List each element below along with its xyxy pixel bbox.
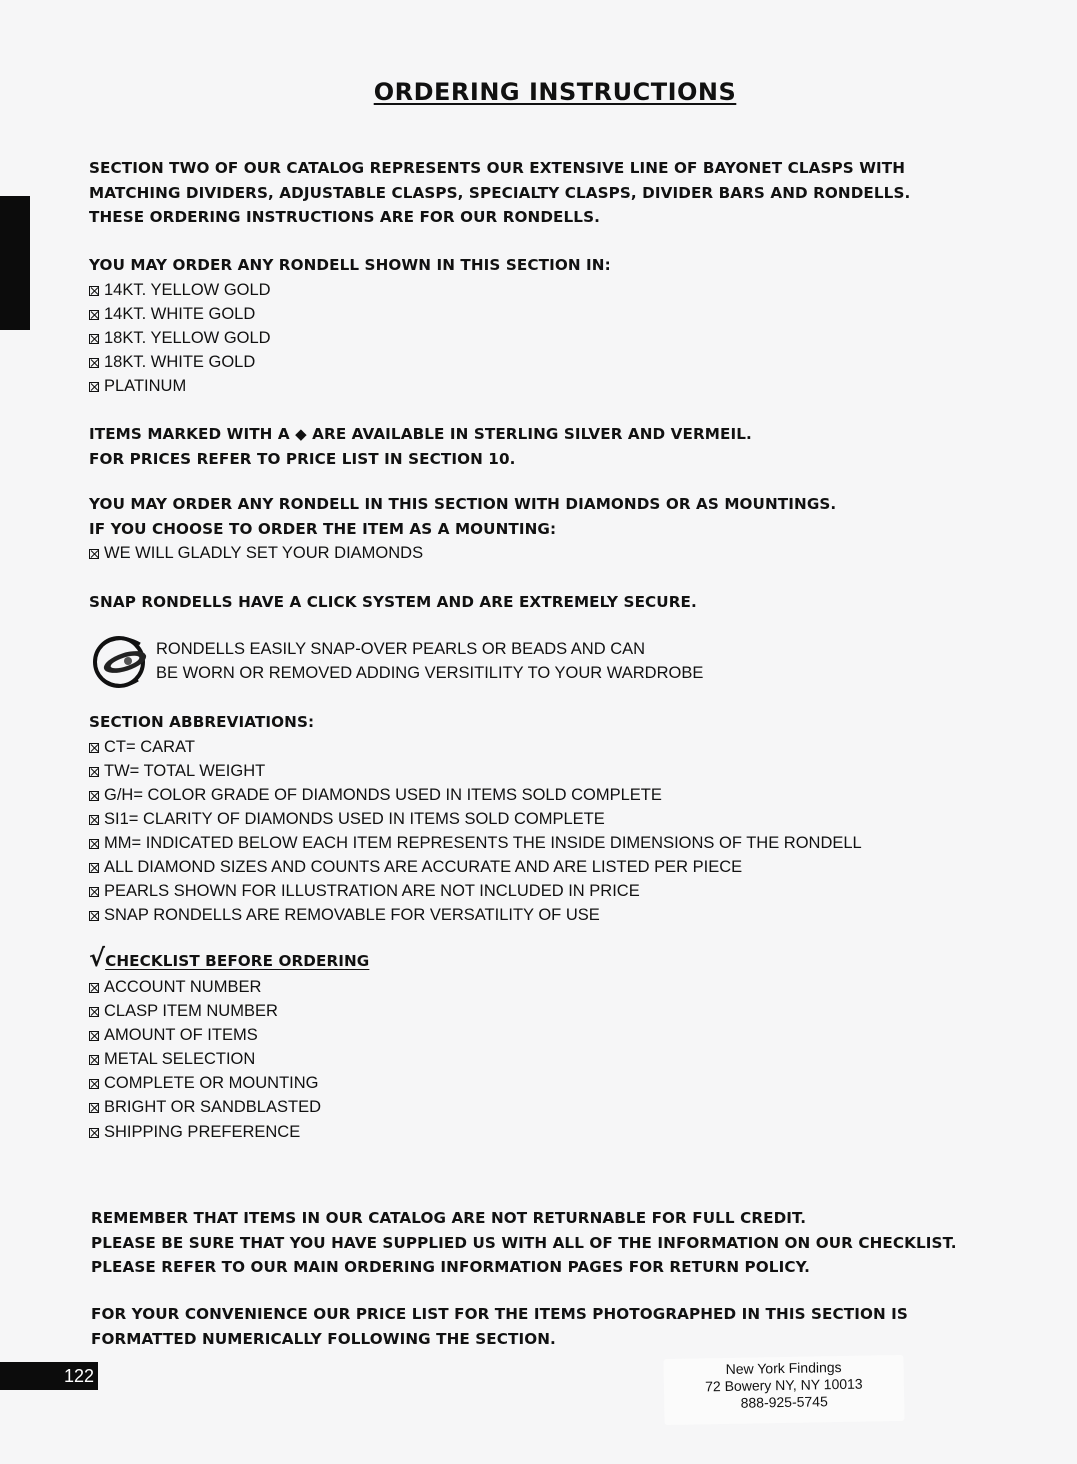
- checkbox-icon: [89, 549, 99, 559]
- checkbox-icon: [89, 911, 99, 921]
- checkmark-icon: √: [89, 944, 106, 972]
- checkbox-icon: [89, 1128, 99, 1138]
- list-item: COMPLETE OR MOUNTING: [89, 1071, 321, 1095]
- list-item: PLATINUM: [89, 374, 611, 398]
- list-item: 18KT. YELLOW GOLD: [89, 326, 611, 350]
- label-company: New York Findings: [725, 1358, 842, 1378]
- list-item: SNAP RONDELLS ARE REMOVABLE FOR VERSATILITY OF USE: [89, 903, 862, 927]
- page-title: ORDERING INSTRUCTIONS: [373, 78, 737, 106]
- checkbox-icon: [89, 1079, 99, 1089]
- page-number: 122: [0, 1362, 98, 1390]
- list-item: TW= TOTAL WEIGHT: [89, 759, 862, 783]
- label-street: 72 Bowery NY, NY 10013: [705, 1375, 863, 1395]
- checkbox-icon: [89, 863, 99, 873]
- list-item: SHIPPING PREFERENCE: [89, 1120, 321, 1144]
- list-item: G/H= COLOR GRADE OF DIAMONDS USED IN ITEMS SOLD COMPLETE: [89, 783, 862, 807]
- abbreviations-section: [89, 710, 862, 927]
- checklist-items: [89, 975, 321, 1144]
- list-item: 14KT. YELLOW GOLD: [89, 278, 611, 302]
- snap-rondell-icon: [92, 632, 148, 690]
- address-label: [663, 1355, 904, 1425]
- list-item: AMOUNT OF ITEMS: [89, 1023, 321, 1047]
- pricelist-paragraph: FOR YOUR CONVENIENCE OUR PRICE LIST FOR THE ITEMS PHOTOGRAPHED IN THIS SECTION IS FORMATTED NUMERICALLY FOLLOWING THE SECTION.: [91, 1305, 908, 1348]
- list-item: ACCOUNT NUMBER: [89, 975, 321, 999]
- snap-description: RONDELLS EASILY SNAP-OVER PEARLS OR BEADS AND CAN BE WORN OR REMOVED ADDING VERSITILITY TO YOUR WARDROBE: [156, 640, 704, 683]
- checkbox-icon: [89, 1031, 99, 1041]
- list-item: 14KT. WHITE GOLD: [89, 302, 611, 326]
- returns-paragraph: REMEMBER THAT ITEMS IN OUR CATALOG ARE NOT RETURNABLE FOR FULL CREDIT. PLEASE BE SURE THAT YOU HAVE SUPPLIED US WITH ALL OF THE INFORMATION ON OUR CHECKLIST. PLEASE REFER TO OUR MAIN ORDERING INFORMATION PAGES FOR RETURN POLICY.: [91, 1209, 957, 1276]
- list-item: SI1= CLARITY OF DIAMONDS USED IN ITEMS SOLD COMPLETE: [89, 807, 862, 831]
- abbreviations-heading: SECTION ABBREVIATIONS:: [89, 713, 315, 731]
- intro-paragraph: SECTION TWO OF OUR CATALOG REPRESENTS OUR EXTENSIVE LINE OF BAYONET CLASPS WITH MATCHING DIVIDERS, ADJUSTABLE CLASPS, SPECIALTY CLASPS, DIVIDER BARS AND RONDELLS. THESE ORDERING INSTRUCTIONS ARE FOR OUR RONDELLS.: [89, 159, 911, 226]
- checkbox-icon: [89, 983, 99, 993]
- list-item: BRIGHT OR SANDBLASTED: [89, 1095, 321, 1119]
- checkbox-icon: [89, 887, 99, 897]
- list-item: ALL DIAMOND SIZES AND COUNTS ARE ACCURATE AND ARE LISTED PER PIECE: [89, 855, 862, 879]
- checkbox-icon: [89, 382, 99, 392]
- list-item: METAL SELECTION: [89, 1047, 321, 1071]
- checkbox-icon: [89, 1103, 99, 1113]
- list-item: CT= CARAT: [89, 735, 862, 759]
- checkbox-icon: [89, 815, 99, 825]
- checkbox-icon: [89, 358, 99, 368]
- list-item: PEARLS SHOWN FOR ILLUSTRATION ARE NOT INCLUDED IN PRICE: [89, 879, 862, 903]
- checkbox-icon: [89, 743, 99, 753]
- diamond-icon: ◆: [295, 425, 307, 443]
- metals-section: [89, 253, 611, 398]
- checkbox-icon: [89, 334, 99, 344]
- checkbox-icon: [89, 310, 99, 320]
- list-item: WE WILL GLADLY SET YOUR DIAMONDS: [89, 541, 836, 565]
- checklist-heading: √CHECKLIST BEFORE ORDERING: [89, 944, 370, 972]
- snap-heading: SNAP RONDELLS HAVE A CLICK SYSTEM AND ARE EXTREMELY SECURE.: [89, 593, 697, 611]
- checkbox-icon: [89, 1007, 99, 1017]
- checkbox-icon: [89, 839, 99, 849]
- label-phone: 888-925-5745: [740, 1393, 828, 1411]
- list-item: MM= INDICATED BELOW EACH ITEM REPRESENTS THE INSIDE DIMENSIONS OF THE RONDELL: [89, 831, 862, 855]
- diamonds-section: YOU MAY ORDER ANY RONDELL IN THIS SECTION WITH DIAMONDS OR AS MOUNTINGS. IF YOU CHOOSE TO ORDER THE ITEM AS A MOUNTING: WE WILL GLADLY SET YOUR DIAMONDS: [89, 492, 836, 565]
- sterling-note: ITEMS MARKED WITH A ◆ ARE AVAILABLE IN STERLING SILVER AND VERMEIL. FOR PRICES REFER TO PRICE LIST IN SECTION 10.: [89, 425, 752, 468]
- checkbox-icon: [89, 767, 99, 777]
- list-item: CLASP ITEM NUMBER: [89, 999, 321, 1023]
- checkbox-icon: [89, 286, 99, 296]
- checkbox-icon: [89, 791, 99, 801]
- checkbox-icon: [89, 1055, 99, 1065]
- page-edge-tab: [0, 196, 30, 330]
- metals-heading: YOU MAY ORDER ANY RONDELL SHOWN IN THIS SECTION IN:: [89, 256, 611, 274]
- list-item: 18KT. WHITE GOLD: [89, 350, 611, 374]
